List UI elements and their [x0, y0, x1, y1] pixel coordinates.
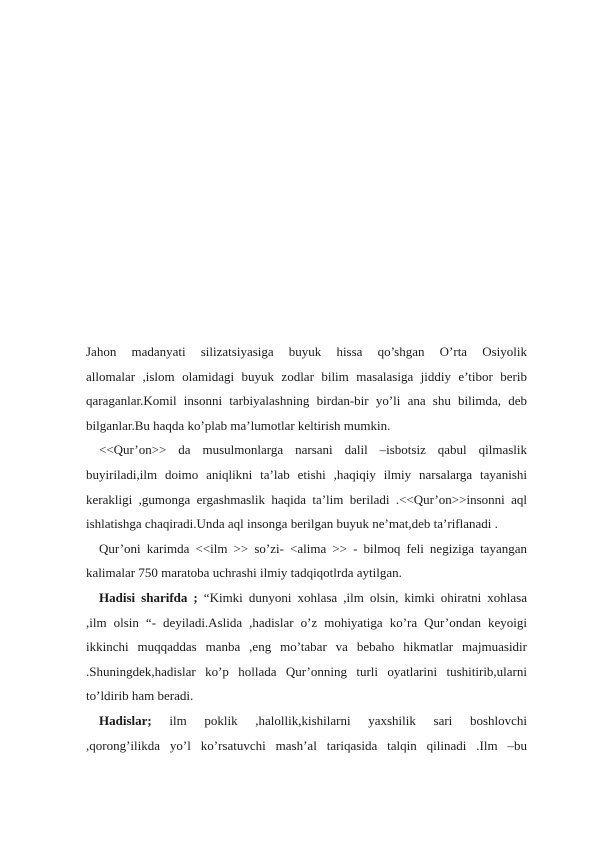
text-line: ,qorong’ilikda yo’l ko’rsatuvchi mash’al tariqasida talqin qilinadi .Ilm –bu [86, 737, 527, 753]
text-line: ikkinchi muqqaddas manba ,eng mo’tabar va bebaho hikmatlar majmuasidir [86, 639, 527, 655]
text-line: ishlatishga chaqiradi.Unda aql insonga berilgan buyuk ne’mat,deb ta’riflanadi . [86, 516, 498, 532]
body-text [86, 340, 527, 758]
text-line: ,ilm olsin “- deyiladi.Aslida ,hadislar o’z mohiyatiga ko’ra Qur’ondan keyoigi [86, 614, 527, 630]
text-line: qaraganlar.Komil insonni tarbiyalashning birdan-bir yo’li ana shu bilimda, deb [86, 393, 527, 409]
text-line: .Shuningdek,hadislar ko’p hollada Qur’onning turli oyatlarini tushitirib,ularni [86, 663, 527, 679]
text-line: kalimalar 750 maratoba uchrashi ilmiy tadqiqotlrda aytilgan. [86, 565, 402, 581]
text-line: Qur’oni karimda <<ilm >> so’zi- <alima >> - bilmoq feli negiziga tayangan [99, 540, 527, 556]
text-line: kerakligi ,gumonga ergashmaslik haqida ta’lim beriladi .<<Qur’on>>insonni aql [86, 491, 527, 507]
text-line: buyiriladi,ilm doimo aniqlikni ta’lab etishi ,haqiqiy ilmiy narsalarga tayanishi [86, 466, 527, 482]
text-line: allomalar ,islom olamidagi buyuk zodlar bilim masalasiga jiddiy e’tibor berib [86, 368, 527, 384]
text-line: Hadislar; ilm poklik ,halollik,kishilarni yaxshilik sari boshlovchi [99, 712, 527, 728]
text-line: <<Qur’on>> da musulmonlarga narsani dalil –isbotsiz qabul qilmaslik [99, 442, 527, 458]
bold-lead: Hadislar; [99, 712, 152, 728]
bold-lead: Hadisi sharifda ; [99, 589, 198, 605]
text-line: Hadisi sharifda ; “Kimki dunyoni xohlasa ,ilm olsin, kimki ohiratni xohlasa [99, 589, 527, 605]
text-line: to’ldirib ham beradi. [86, 688, 194, 704]
text-line: Jahon madanyati silizatsiyasiga buyuk hissa qo’shgan O’rta Osiyolik [86, 344, 527, 359]
text-line: bilganlar.Bu haqda ko’plab ma’lumotlar keltirish mumkin. [86, 417, 391, 433]
